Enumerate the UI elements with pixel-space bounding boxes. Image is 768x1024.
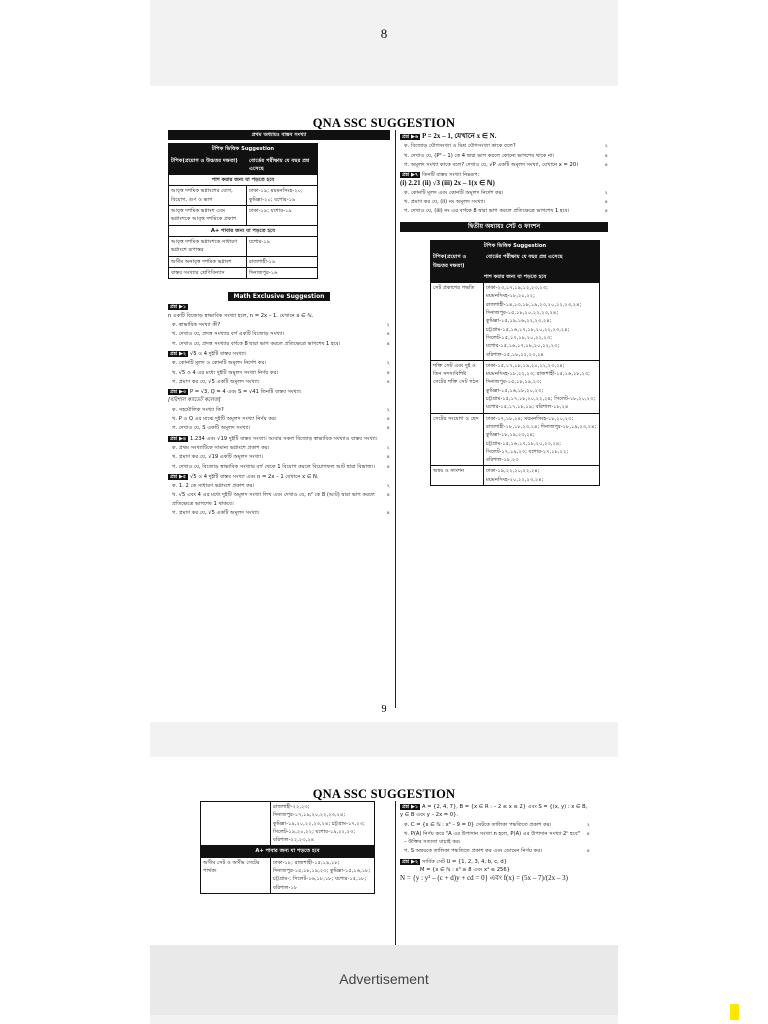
table-col-header: টপিক(প্রয়োগ ও উচ্চতর দক্ষতা) xyxy=(431,252,484,272)
question-part: ক. সহমৌলিক সংখ্যা কি? xyxy=(172,406,224,413)
marks: ২ xyxy=(604,189,608,196)
marks: ৪ xyxy=(386,425,390,432)
marks: ৪ xyxy=(604,161,608,168)
table-cell: আবৃত্ত দশমিক ভগ্নাংশ এবং ভগ্নাংশকে আবৃত্ত দশমিকে প্রকাশ xyxy=(169,206,247,226)
table-cell: সেটের সংযোগ ও ছেদ xyxy=(431,413,484,466)
column-divider xyxy=(395,801,396,945)
table-row xyxy=(431,466,600,486)
marks: ৪ xyxy=(586,848,590,855)
question-stem: সার্বিক সেট U = {1, 2, 3, 4, b, c, d} xyxy=(421,858,508,865)
table-cell: ঢাকা-১৯,২২,২০,২২,২৪; ময়মনসিংহ-২০,২২,২৩,২৪; xyxy=(484,466,600,486)
marks: ৪ xyxy=(386,492,390,499)
question-tag: প্রশ্ন ▶১ xyxy=(402,804,419,810)
question-part: গ. প্রমাণ কর যে, √5 একটি অমূলদ সংখ্যা। xyxy=(172,378,260,385)
question-block xyxy=(400,803,590,856)
right-column xyxy=(400,801,590,885)
table-row xyxy=(431,283,600,361)
question-tag: প্রশ্ন ▶২ xyxy=(170,350,187,357)
question-stem: P = 2x – 1, যেখানে x ∈ N. xyxy=(421,132,497,140)
table-row xyxy=(201,802,375,846)
question-tag: প্রশ্ন ▶৩ xyxy=(170,389,187,396)
document-page xyxy=(150,86,618,722)
table-col-header: বোর্ডের পরীক্ষায় যে বছর প্রশ্ন এসেছে xyxy=(247,155,318,175)
question-part: ক. প্রথম সংখ্যাটিকে সামান্য ভগ্নাংশে প্রকাশ কর। xyxy=(172,444,270,451)
question-part: খ. প্রমাণ কর যে, √19 একটি অমূলদ সংখ্যা। xyxy=(172,454,263,461)
question-part: খ. P ও Q এর মাঝে দুইটি অমূলদ সংখ্যা নির্ণয় কর। xyxy=(172,416,277,423)
question-part: গ. দেখাও যে, (iii) নং এর বর্গকে 8 দ্বারা ভাগ করলে প্রতিক্ষেত্রে ভাগশেষ 1 হবে। xyxy=(404,208,570,215)
table-cell: অসীম অনাবৃত্ত দশমিক ভগ্নাংশ xyxy=(169,256,247,267)
table-row xyxy=(169,186,318,206)
question-part: ক. কোনটি মূলদ এবং কোনটি অমূলদ নির্দেশ কর। xyxy=(404,189,504,196)
question-stem: P = √3, Q = 4 এবং S = √41 তিনটি বাস্তব সংখ্যা। xyxy=(189,389,302,396)
question-part: খ. দেখাও যে, (P² – 1) কে 4 দ্বারা ভাগ করলে কোনো ভাগশেষ থাকে না। xyxy=(404,152,555,159)
table-header: টপিক ভিত্তিক Suggestion xyxy=(431,240,600,251)
marks: ২ xyxy=(386,322,390,329)
question-source: [বরিশাল ক্যাডেট কলেজ] xyxy=(168,397,221,404)
marks: ৪ xyxy=(386,454,390,461)
table-subheader: A+ পাবার জন্য যা পড়তে হবে xyxy=(201,846,375,857)
table-row xyxy=(169,236,318,256)
marks: ৪ xyxy=(386,509,390,516)
question-block xyxy=(168,350,390,386)
table-cell: আবৃত্ত দশমিক ভগ্নাংশের যোগ, বিয়োগ, গুণ ও ভাগ xyxy=(169,186,247,206)
marks: ৪ xyxy=(386,378,390,385)
question-expression: M = {x ∈ ℕ : x³ ≥ 8 এবং x⁴ ≤ 256} xyxy=(420,867,510,874)
question-part: ক. কোনটি মূলদ ও কোনটি অমূলদ নির্দেশ কর। xyxy=(172,360,267,367)
question-part: ক. 1. 2 কে সাধারণ ভগ্নাংশে প্রকাশ কর। xyxy=(172,483,255,490)
question-part: গ. S অম্বয়কে তালিকা পদ্ধতিতে প্রকাশ কর এবং ডোমেন নির্ণয় কর। xyxy=(404,848,542,855)
marks: ৪ xyxy=(386,331,390,338)
question-part: খ. P(A) নির্ণয় করে "A এর উপাদান সংখ্যা n হলে, P(A) এর উপাদান সংখ্যা 2ⁿ হবে" – উক্তির সত্যতা যাচাই কর। xyxy=(404,830,581,846)
page-number-top: 8 xyxy=(380,26,388,41)
table-cell: দিনাজপুর-১৬ xyxy=(247,267,318,278)
advertisement-label: Advertisement xyxy=(339,971,429,987)
table-cell: ঢাকা-১৭,১৮,২৪; ময়মনসিংহ-১৮,২০,২৩; রাজশাহী-১৮,১৮,২৩,২৪; দিনাজপুর-১৮,১৯,২৩,২৪; কুমিল্লা-১৮,১৯,২৩,২৪; চট্টগ্রাম-১৫,১৬,১৭,১৮,২০,২৩,২৪; সিলেট-১৭,১৯,২৩; যশোর-১৭,১৮,২২; বরিশাল-১৮,২৩ xyxy=(484,413,600,466)
question-block xyxy=(400,132,608,169)
question-block xyxy=(168,303,390,347)
question-stem: 1.234 এবং √19 দুইটি বাস্তব সংখ্যা। আবার সকল বিজোড় স্বাভাবিক সংখ্যাও বাস্তব সংখ্যা। xyxy=(189,435,378,442)
question-stem: √5 ও 4 দুইটি বাস্তব সংখ্যা এবং n = 2x – 1 যেখানে x ∈ N. xyxy=(189,473,319,480)
marks: ২ xyxy=(386,406,390,413)
question-tag: প্রশ্ন ▶৭ xyxy=(402,172,419,179)
question-part: খ. √5 ও 4 এর মধ্যে দুইটি অমূলদ সংখ্যা নির্ণয় কর। xyxy=(172,369,279,376)
question-part: ক. বিজোড় যৌগসংখ্যা ও মিশ্র যৌগসংখ্যা কাকে বলে? xyxy=(404,143,516,150)
table-subheader: পাশ করার জন্য যা পড়তে হবে xyxy=(431,271,600,282)
document-page xyxy=(150,757,618,945)
table-cell: অসীম সেট ও অসীম সেটের পার্থক্য xyxy=(201,857,271,893)
question-part: খ. দেখাও যে, প্রদত্ত সংখ্যার বর্গ একটি বিজোড় সংখ্যা। xyxy=(172,331,285,338)
topic-table xyxy=(168,143,318,279)
question-block xyxy=(400,858,590,883)
question-tag: প্রশ্ন ▶২ xyxy=(402,858,419,865)
table-cell: রাজশাহী-১৯ xyxy=(247,256,318,267)
table-row xyxy=(169,267,318,278)
document-viewer[interactable] xyxy=(150,0,618,1024)
marks: ৪ xyxy=(586,830,590,837)
marks: ৪ xyxy=(604,208,608,215)
table-row xyxy=(169,256,318,267)
question-part: ক. স্বাভাবিক সংখ্যা কী? xyxy=(172,322,221,329)
question-part: গ. অমূলদ সংখ্যা কাকে বলে? দেখাও যে, √P একটি অমূলদ সংখ্যা, যেখানে x = 20। xyxy=(404,161,579,168)
question-stem: তিনটি বাস্তব সংখ্যা নিম্নরূপ: xyxy=(421,172,480,179)
left-column xyxy=(200,801,375,894)
question-tag: প্রশ্ন ▶৫ xyxy=(170,473,187,480)
table-row xyxy=(169,206,318,226)
table-cell: ঢাকা-১৯; যশোর-১৯ xyxy=(247,206,318,226)
table-subheader: পাশ করার জন্য যা পড়তে হবে xyxy=(169,175,318,186)
marks: ৪ xyxy=(604,152,608,159)
page-title: QNA SSC SUGGESTION xyxy=(312,787,456,801)
table-row xyxy=(431,413,600,466)
question-block xyxy=(168,435,390,471)
table-cell: সেট প্রকাশের পদ্ধতি xyxy=(431,283,484,361)
left-column xyxy=(168,130,390,519)
question-block xyxy=(400,171,608,215)
page-number-bottom: 9 xyxy=(381,704,387,715)
table-col-header: বোর্ডের পরীক্ষায় যে বছর প্রশ্ন এসেছে xyxy=(484,252,600,272)
table-cell xyxy=(201,802,271,846)
marks: ২ xyxy=(386,483,390,490)
table-cell: আবৃত্ত দশমিক ভগ্নাংশকে সাধারণ ভগ্নাংশে রূপান্তর xyxy=(169,236,247,256)
marks: ৪ xyxy=(386,340,390,347)
table-header: টপিক ভিত্তিক Suggestion xyxy=(169,144,318,155)
table-cell: ঢাকা-১৫,১৭,১৮,১৯,২০,২২,২৩,২৪; ময়মনসিংহ-১৮,২২,২৩; রাজশাহী-১৫,১৬,১৮,২৩; দিনাজপুর-১৫,১৮,১৯,২৩; কুমিল্লা-১৫,১৬,১৮,২০,২৩; চট্টগ্রাম-১৫,১৭,১৮,২০,২২,২৪; সিলেট-১৮,২০,২৩; যশোর-১৫,১৭,১৮,১৯; বরিশাল-১৮,২৪ xyxy=(484,360,600,413)
question-stem: n একটি বিজোড় স্বাভাবিক সংখ্যা হলে, n = 2x – 1. যেখানে x ∈ ℕ. xyxy=(168,312,314,319)
table-cell: বাস্তব সংখ্যার শ্রেণিবিন্যাস xyxy=(169,267,247,278)
topic-table xyxy=(430,240,600,486)
question-expression: (i) 2.21 (ii) √3 (iii) 2x – 1(x ∈ ℕ) xyxy=(400,179,495,188)
right-column xyxy=(400,130,608,486)
chapter-heading: প্রথম অধ্যায়ঃ বাস্তব সংখ্যা xyxy=(168,130,390,140)
table-cell: ঢাকা-১৯; ময়মনসিংহ-২০; কুমিল্লা-২০; যশোর-১৯ xyxy=(247,186,318,206)
marks: ২ xyxy=(386,360,390,367)
question-tag: প্রশ্ন ▶৪ xyxy=(170,435,187,442)
question-expression: N = {y : y² – (c + d)y + cd = 0} এবং f(x) = (5x – 7)/(2x – 3) xyxy=(400,874,568,883)
question-block xyxy=(168,473,390,517)
table-subheader: A+ পাবার জন্য যা পড়তে হবে xyxy=(169,225,318,236)
table-cell: রাজশাহী-২২,২৩; দিনাজপুর-১৭,১৯,২০,২২,২৩,২৪; কুমিল্লা-১৯,২০,২২,২৩,২৪; চট্টগ্রাম-১৭,২৩; সিলেট-১৯,২০,২২; যশোর-১৯,২২,২৩; বরিশাল-২২,২৩,২৪ xyxy=(271,802,375,846)
table-row xyxy=(201,857,375,893)
question-stem: √5 ও 4 দুইটি বাস্তব সংখ্যা। xyxy=(189,350,247,357)
question-part: খ. √5 এবং 4 এর মধ্যে দুইটি অমূলদ সংখ্যা লিখ এবং দেখাও যে, n² কে 8 (আট) দ্বারা ভাগ করলে প্রতিক্ষেত্রে ভাগশেষ 1 থাকবে। xyxy=(172,492,375,507)
table-cell: ঢাকা-২৩,১৭,১৯,১২,২৩,২৩; ময়মনসিংহ-১৮,২০,২২; রাজশাহী-১৪,১৩,১৮,১৯,২৩,২০,২২,২৩,২৪; দিনাজপুর-১৫,১৮,২০,২২,২৩,২৪; কুমিল্লা-১৫,১৯,১৬,২২,২৩,২৪; চট্টগ্রাম-১৫,১৬,১৭,১৮,২০,২২,২৩,২৪; সিলেট-১৫,১৭,১৮,২০,২২,২৩; যশোর-১৫,১৬,১৭,১৮,২০,২২,২৩; বরিশাল-১৫,১৮,২২,২৩,২৪ xyxy=(484,283,600,361)
marks: ৪ xyxy=(386,463,390,470)
table-cell: শক্তি সেট এবং দুই ও তিন সদস্যবিশিষ্ট সেটের শক্তি সেট গঠন xyxy=(431,360,484,413)
marks: ৪ xyxy=(386,369,390,376)
page-title: QNA SSC SUGGESTION xyxy=(312,116,456,130)
question-part: ক. C = {x ∈ ℕ : x³ – 9 = 0} সেটকে তালিকা পদ্ধতিতে প্রকাশ কর। xyxy=(404,821,552,828)
chapter-heading: দ্বিতীয় অধ্যায়ঃ সেট ও ফাংশন xyxy=(400,222,608,232)
topic-table xyxy=(200,801,375,894)
advertisement-banner[interactable] xyxy=(150,945,618,1015)
question-part: গ. দেখাও যে, বিজোড় স্বাভাবিক সংখ্যার বর্গ থেকে 1 বিয়োগ করলে বিয়োগফল আট দ্বারা বিভাজ্য। xyxy=(172,463,375,470)
table-row xyxy=(431,360,600,413)
table-col-header: টপিক(প্রয়োগ ও উচ্চতর দক্ষতা) xyxy=(169,155,247,175)
question-part: গ. দেখাও যে, S একটি অমূলদ সংখ্যা। xyxy=(172,425,251,432)
section-heading: Math Exclusive Suggestion xyxy=(228,292,331,301)
marks: ২ xyxy=(586,821,590,828)
marks: ২ xyxy=(604,143,608,150)
table-cell: যশোর-১৯ xyxy=(247,236,318,256)
question-part: খ. প্রমাণ কর যে, (ii) নং অমূলদ সংখ্যা। xyxy=(404,199,486,206)
marks: ৪ xyxy=(386,416,390,423)
table-cell: ঢাকা-১৮; রাজশাহী-১৫,১৯,১৮; দিনাজপুর-১৫,১৮,১৯,২৩; কুমিল্লা-১৫,১৬,১৮; চট্টগ্রাম-; সিলেট-১৬,১৮,১৮; যশোর-১৫,১৮; বরিশাল-১৮ xyxy=(271,857,375,893)
question-block xyxy=(168,388,390,432)
question-part: গ. প্রমাণ কর যে, √5 একটি অমূলদ সংখ্যা। xyxy=(172,509,260,516)
ad-indicator[interactable] xyxy=(730,1004,739,1020)
question-stem: A = {2, 4, 7}, B = {x ∈ R : – 2 ≤ x ≤ 2} এবং S = {(x, y) : x ∈ B, y ∈ B এবং y – 2x = 0}. xyxy=(400,804,588,819)
table-cell: অন্বয় ও ফাংশন xyxy=(431,466,484,486)
question-part: গ. দেখাও যে, প্রদত্ত সংখ্যার বর্গকে 8 দ্বারা ভাগ করলে প্রতিক্ষেত্রে ভাগশেষ 1 হবে। xyxy=(172,340,341,347)
question-tag: প্রশ্ন ▶৬ xyxy=(402,134,419,140)
marks: ২ xyxy=(386,444,390,451)
marks: ৪ xyxy=(604,199,608,206)
column-divider xyxy=(395,130,396,708)
question-tag: প্রশ্ন ▶১ xyxy=(170,304,187,311)
